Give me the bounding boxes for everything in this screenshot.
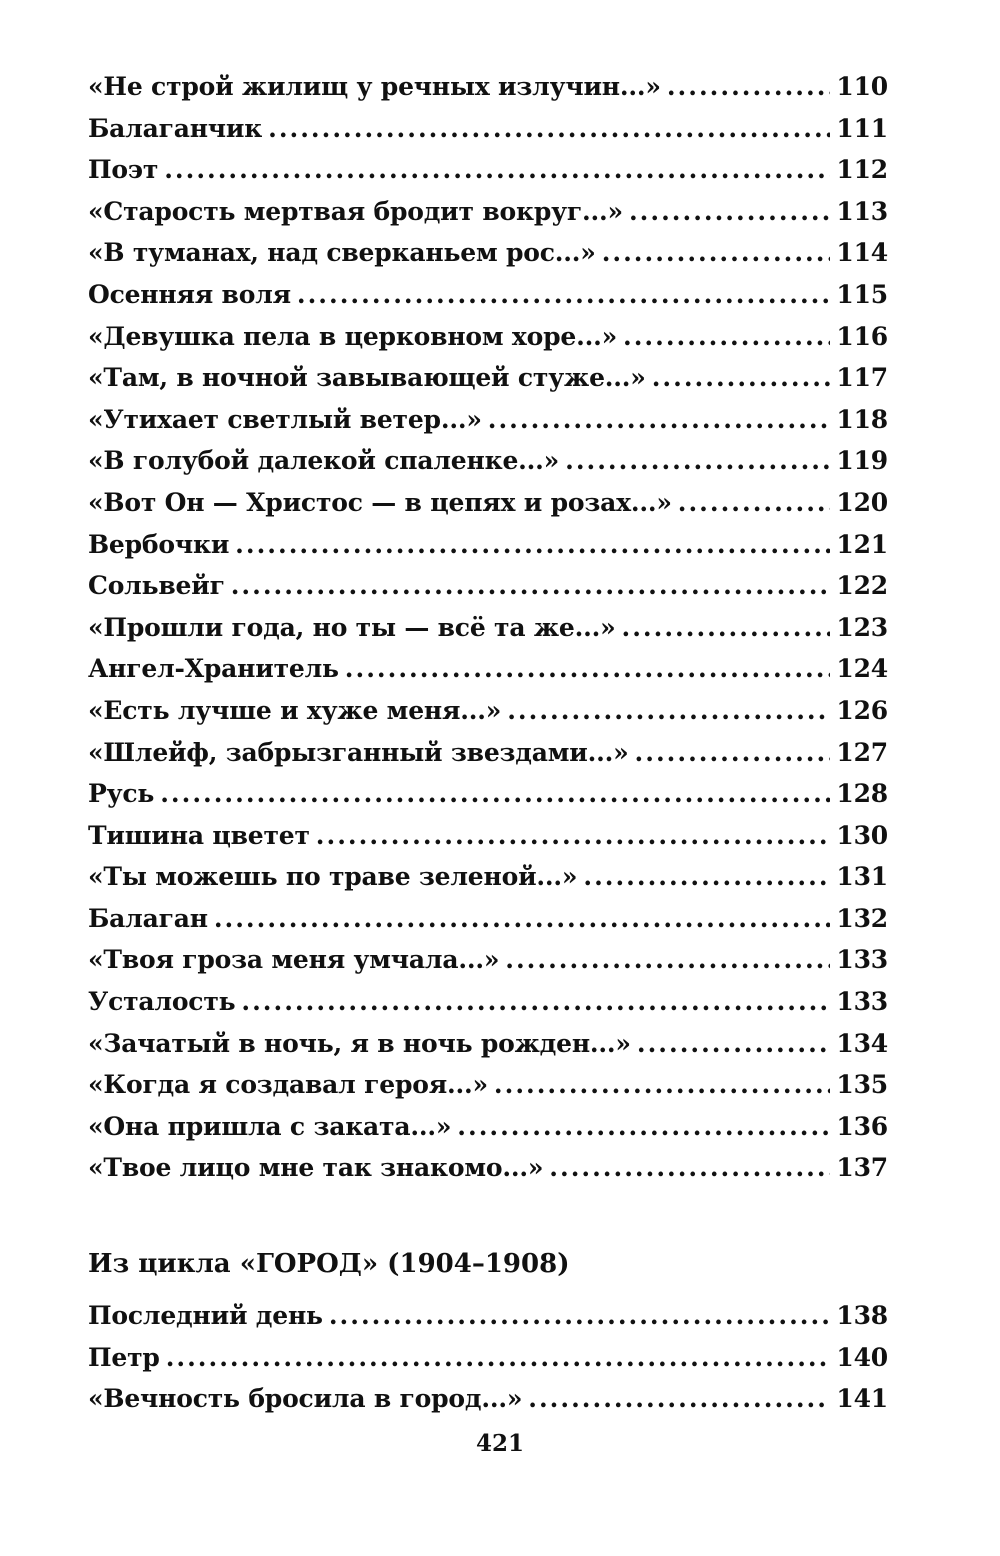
toc-entry-title: Ангел-Хранитель — [88, 654, 339, 684]
toc-entry-page: 118 — [836, 404, 888, 434]
toc-entry-title: Балаган — [88, 903, 208, 933]
toc-entry — [88, 322, 888, 364]
toc-entry-page: 141 — [836, 1384, 888, 1414]
dot-leader — [652, 363, 830, 392]
toc-entry-title: Сольвейг — [88, 571, 225, 601]
toc-entry-page: 115 — [836, 279, 888, 309]
toc-entry-page: 114 — [836, 238, 888, 268]
dot-leader — [565, 446, 830, 475]
dot-leader — [507, 696, 830, 725]
dot-leader — [623, 322, 830, 351]
dot-leader — [166, 1343, 830, 1372]
dot-leader — [494, 1070, 830, 1099]
toc-entry-title: Балаганчик — [88, 113, 263, 143]
toc-entry-title: «Вот Он — Христос — в цепях и розах...» — [88, 487, 672, 517]
toc-entry — [88, 696, 888, 738]
toc-entry-title: «Шлейф, забрызганный звездами...» — [88, 737, 629, 767]
dot-leader — [528, 1384, 830, 1413]
dot-leader — [329, 1301, 830, 1330]
toc-entry-page: 137 — [836, 1153, 888, 1183]
dot-leader — [268, 114, 830, 143]
toc-entry-page: 124 — [836, 654, 888, 684]
dot-leader — [160, 779, 830, 808]
toc-entry — [88, 654, 888, 696]
toc-entry — [88, 405, 888, 447]
dot-leader — [602, 238, 830, 267]
toc-entry-page: 133 — [836, 945, 888, 975]
toc-entry — [88, 1384, 888, 1426]
dot-leader — [235, 530, 830, 559]
toc-entry-title: Усталость — [88, 987, 236, 1017]
dot-leader — [505, 945, 830, 974]
toc-page — [88, 72, 888, 1426]
toc-entry — [88, 280, 888, 322]
toc-entry — [88, 238, 888, 280]
toc-entry — [88, 530, 888, 572]
toc-entry-title: «Утихает светлый ветер...» — [88, 404, 482, 434]
toc-entry-title: «Ты можешь по траве зеленой...» — [88, 862, 578, 892]
toc-entry-page: 120 — [836, 487, 888, 517]
toc-entry-title: «Твое лицо мне так знакомо...» — [88, 1153, 544, 1183]
toc-entry-page: 121 — [836, 529, 888, 559]
toc-entry — [88, 613, 888, 655]
toc-entry-title: Русь — [88, 779, 155, 809]
dot-leader — [583, 862, 830, 891]
dot-leader — [231, 571, 830, 600]
toc-entry — [88, 1070, 888, 1112]
toc-entry-title: «В голубой далекой спаленке...» — [88, 446, 560, 476]
toc-entry-title: «Прошли года, но ты — всё та же...» — [88, 612, 616, 642]
toc-entry-page: 112 — [836, 155, 888, 185]
dot-leader — [629, 197, 830, 226]
toc-entry — [88, 1029, 888, 1071]
toc-entry — [88, 72, 888, 114]
dot-leader — [214, 904, 830, 933]
toc-entry — [88, 1343, 888, 1385]
section-heading: Из цикла «ГОРОД» (1904–1908) — [88, 1249, 570, 1280]
toc-entry-page: 113 — [836, 196, 888, 226]
toc-list — [88, 72, 888, 1195]
toc-entry — [88, 1153, 888, 1195]
toc-entry-title: «Девушка пела в церковном хоре...» — [88, 321, 618, 351]
toc-entry-title: Последний день — [88, 1301, 323, 1331]
toc-entry — [88, 155, 888, 197]
toc-entry-page: 119 — [836, 446, 888, 476]
toc-entry-page: 133 — [836, 987, 888, 1017]
toc-entry — [88, 1112, 888, 1154]
toc-entry-title: «Твоя гроза меня умчала...» — [88, 945, 500, 975]
dot-leader — [667, 72, 830, 101]
toc-entry-page: 110 — [836, 72, 888, 101]
toc-entry — [88, 488, 888, 530]
dot-leader — [345, 654, 830, 683]
toc-entry — [88, 363, 888, 405]
toc-entry-title: «Есть лучше и хуже меня...» — [88, 695, 502, 725]
dot-leader — [635, 738, 830, 767]
toc-entry-page: 116 — [836, 321, 888, 351]
toc-entry-page: 117 — [836, 363, 888, 393]
toc-entry — [88, 571, 888, 613]
toc-entry-page: 136 — [836, 1111, 888, 1141]
toc-entry-title: Вербочки — [88, 529, 230, 559]
dot-leader — [622, 613, 830, 642]
toc-entry-title: «В туманах, над сверканьем рос...» — [88, 238, 596, 268]
toc-entry-page: 131 — [836, 862, 888, 892]
toc-entry-page: 138 — [836, 1301, 888, 1331]
toc-entry — [88, 862, 888, 904]
toc-entry-title: «Там, в ночной завывающей стуже...» — [88, 363, 646, 393]
toc-entry-page: 134 — [836, 1028, 888, 1058]
dot-leader — [241, 987, 830, 1016]
dot-leader — [297, 280, 830, 309]
toc-entry-page: 132 — [836, 903, 888, 933]
toc-entry — [88, 1301, 888, 1343]
toc-entry-title: «Зачатый в ночь, я в ночь рожден...» — [88, 1028, 631, 1058]
toc-entry-page: 126 — [836, 695, 888, 725]
toc-entry — [88, 738, 888, 780]
toc-entry — [88, 779, 888, 821]
toc-entry — [88, 945, 888, 987]
toc-entry-page: 128 — [836, 779, 888, 809]
toc-entry-page: 127 — [836, 737, 888, 767]
toc-entry-title: Тишина цветет — [88, 820, 310, 850]
toc-entry-page: 130 — [836, 820, 888, 850]
toc-entry-page: 140 — [836, 1342, 888, 1372]
toc-entry — [88, 446, 888, 488]
toc-entry — [88, 904, 888, 946]
toc-entry-title: Петр — [88, 1342, 160, 1372]
toc-entry-title: «Она пришла с заката...» — [88, 1111, 452, 1141]
toc-entry — [88, 114, 888, 156]
dot-leader — [316, 821, 830, 850]
toc-entry-title: Осенняя воля — [88, 279, 291, 309]
dot-leader — [488, 405, 830, 434]
toc-entry-page: 122 — [836, 571, 888, 601]
dot-leader — [549, 1153, 830, 1182]
toc-entry-title: «Старость мертвая бродит вокруг...» — [88, 196, 623, 226]
dot-leader — [164, 155, 830, 184]
toc-entry-page: 135 — [836, 1070, 888, 1100]
page-number: 421 — [475, 1430, 524, 1457]
toc-entry-title: «Вечность бросила в город...» — [88, 1384, 523, 1414]
dot-leader — [457, 1112, 830, 1141]
toc-entry-title: «Не строй жилищ у речных излучин...» — [88, 72, 661, 101]
toc-entry-page: 123 — [836, 612, 888, 642]
toc-entry — [88, 821, 888, 863]
toc-entry-title: «Когда я создавал героя...» — [88, 1070, 488, 1100]
dot-leader — [678, 488, 830, 517]
toc-entry-title: Поэт — [88, 155, 159, 185]
toc-entry — [88, 987, 888, 1029]
section-toc-list — [88, 1301, 888, 1426]
toc-entry-page: 111 — [836, 113, 888, 143]
toc-entry — [88, 197, 888, 239]
dot-leader — [637, 1029, 830, 1058]
